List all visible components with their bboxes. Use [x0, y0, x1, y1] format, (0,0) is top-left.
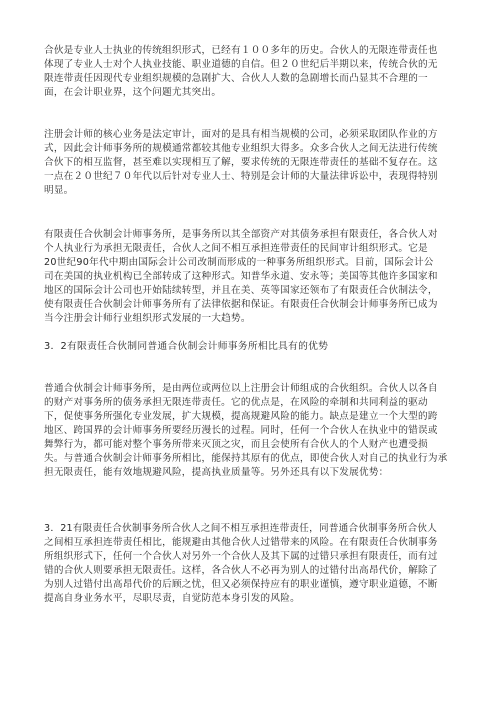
text-line: 当今注册会计师行业组织形式发展的一大趋势。 [44, 313, 251, 324]
paragraph-4 [44, 382, 464, 480]
text-line: 下，促使事务所强化专业发展，扩大规模，提高规避风险的能力。缺点是建立一个大型的跨 [44, 411, 438, 422]
paragraph-3 [44, 228, 464, 326]
text-line: 担无限责任，能有效地规避风险，提高执业质量等。另外还具有以下发展优势： [44, 467, 389, 478]
text-line: 注册会计师的核心业务是法定审计，面对的是具有相当规模的公司，必须采取团队作业的方 [44, 129, 438, 140]
text-line: 普通合伙制会计师事务所，是由两位或两位以上注册会计师组成的合伙组织。合伙人以各自 [44, 383, 438, 394]
text-line: 明显。 [44, 185, 74, 196]
text-line: 一点在２０世纪７０年代以后针对专业人士、特别是会计师的大量法律诉讼中，表现得特别 [44, 171, 438, 182]
text-line: 地区的国际会计公司也开始陆续转型，并且在美、英等国家还领布了有限责任合伙制法令， [44, 285, 438, 296]
text-line: 所组织形式下，任何一个合伙人对另外一个合伙人及其下属的过错只承担有限责任，而有过 [44, 551, 438, 562]
text-line: 体现了专业人士对个人执业技能、职业道德的自信。但２０世纪后半期以来，传统合伙的无 [44, 59, 438, 70]
text-line: 面，在会计职业界，这个问题尤其突出。 [44, 87, 222, 98]
text-line: 提高自身业务水平，尽职尽责，自觉防范本身引发的风险。 [44, 593, 300, 604]
text-line: 合伙下的相互监督，甚至难以实现相互了解，要求传统的无限连带责任的基础不复存在。这 [44, 157, 438, 168]
text-line: 合伙是专业人士执业的传统组织形式，已经有１００多年的历史。合伙人的无限连带责任也 [44, 45, 438, 56]
text-line: 有限责任合伙制会计师事务所，是事务所以其全部资产对其债务承担有限责任，各合伙人对 [44, 229, 438, 240]
text-line: 20世纪90年代中期由国际会计公司改制而形成的一种事务所组织形式。目前，国际会计公 [44, 257, 434, 268]
section-heading [44, 340, 464, 354]
text-line: 之间相互承担连带责任相比，能规避由其他合伙人过错带来的风险。在有限责任合伙制事务 [44, 537, 438, 548]
text-line: 的财产对事务所的债务承担无限连带责任。它的优点是，在风险的牵制和共同利益的驱动 [44, 397, 428, 408]
heading-text: 3．2有限责任合伙制同普通合伙制会计师事务所相比具有的优势 [44, 341, 329, 352]
text-line: 限连带责任因现代专业组织规模的急剧扩大、合伙人人数的急剧增长而凸显其不合理的一 [44, 73, 428, 84]
text-line: 舞弊行为，都可能对整个事务所带来灭顶之灾，而且会使所有合伙人的个人财产也遭受损 [44, 439, 428, 450]
text-line: 式，因此会计师事务所的规模通常都较其他专业组织大得多。众多合伙人之间无法进行传统 [44, 143, 438, 154]
text-line: 为别人过错付出高昂代价的后顾之忧，但又必须保持应有的职业谨慎，遵守职业道德，不断 [44, 579, 438, 590]
text-line: 3．21有限责任合伙制事务所合伙人之间不相互承担连带责任，同普通合伙制事务所合伙人 [44, 523, 438, 534]
text-line: 地区、跨国界的会计师事务所要经历漫长的过程。同时，任何一个合伙人在执业中的错误或 [44, 425, 438, 436]
paragraph-2 [44, 128, 464, 198]
text-line: 失。与普通合伙制会计师事务所相比，能保持其原有的优点，即使合伙人对自己的执业行为承 [44, 453, 448, 464]
text-line: 错的合伙人则要承担无限责任。这样，各合伙人不必再为别人的过错付出高昂代价，解除了 [44, 565, 438, 576]
text-line: 使有限责任合伙制会计师事务所有了法律依据和保证。有限责任合伙制会计师事务所已成为 [44, 299, 438, 310]
text-line: 个人执业行为承担无限责任，合伙人之间不相互承担连带责任的民间审计组织形式。它是 [44, 243, 428, 254]
paragraph-5 [44, 522, 464, 606]
text-line: 司在美国的执业机构已全部转成了这种形式。知普华永道、安永等；美国等其他许多国家和 [44, 271, 438, 282]
paragraph-1 [44, 44, 464, 100]
